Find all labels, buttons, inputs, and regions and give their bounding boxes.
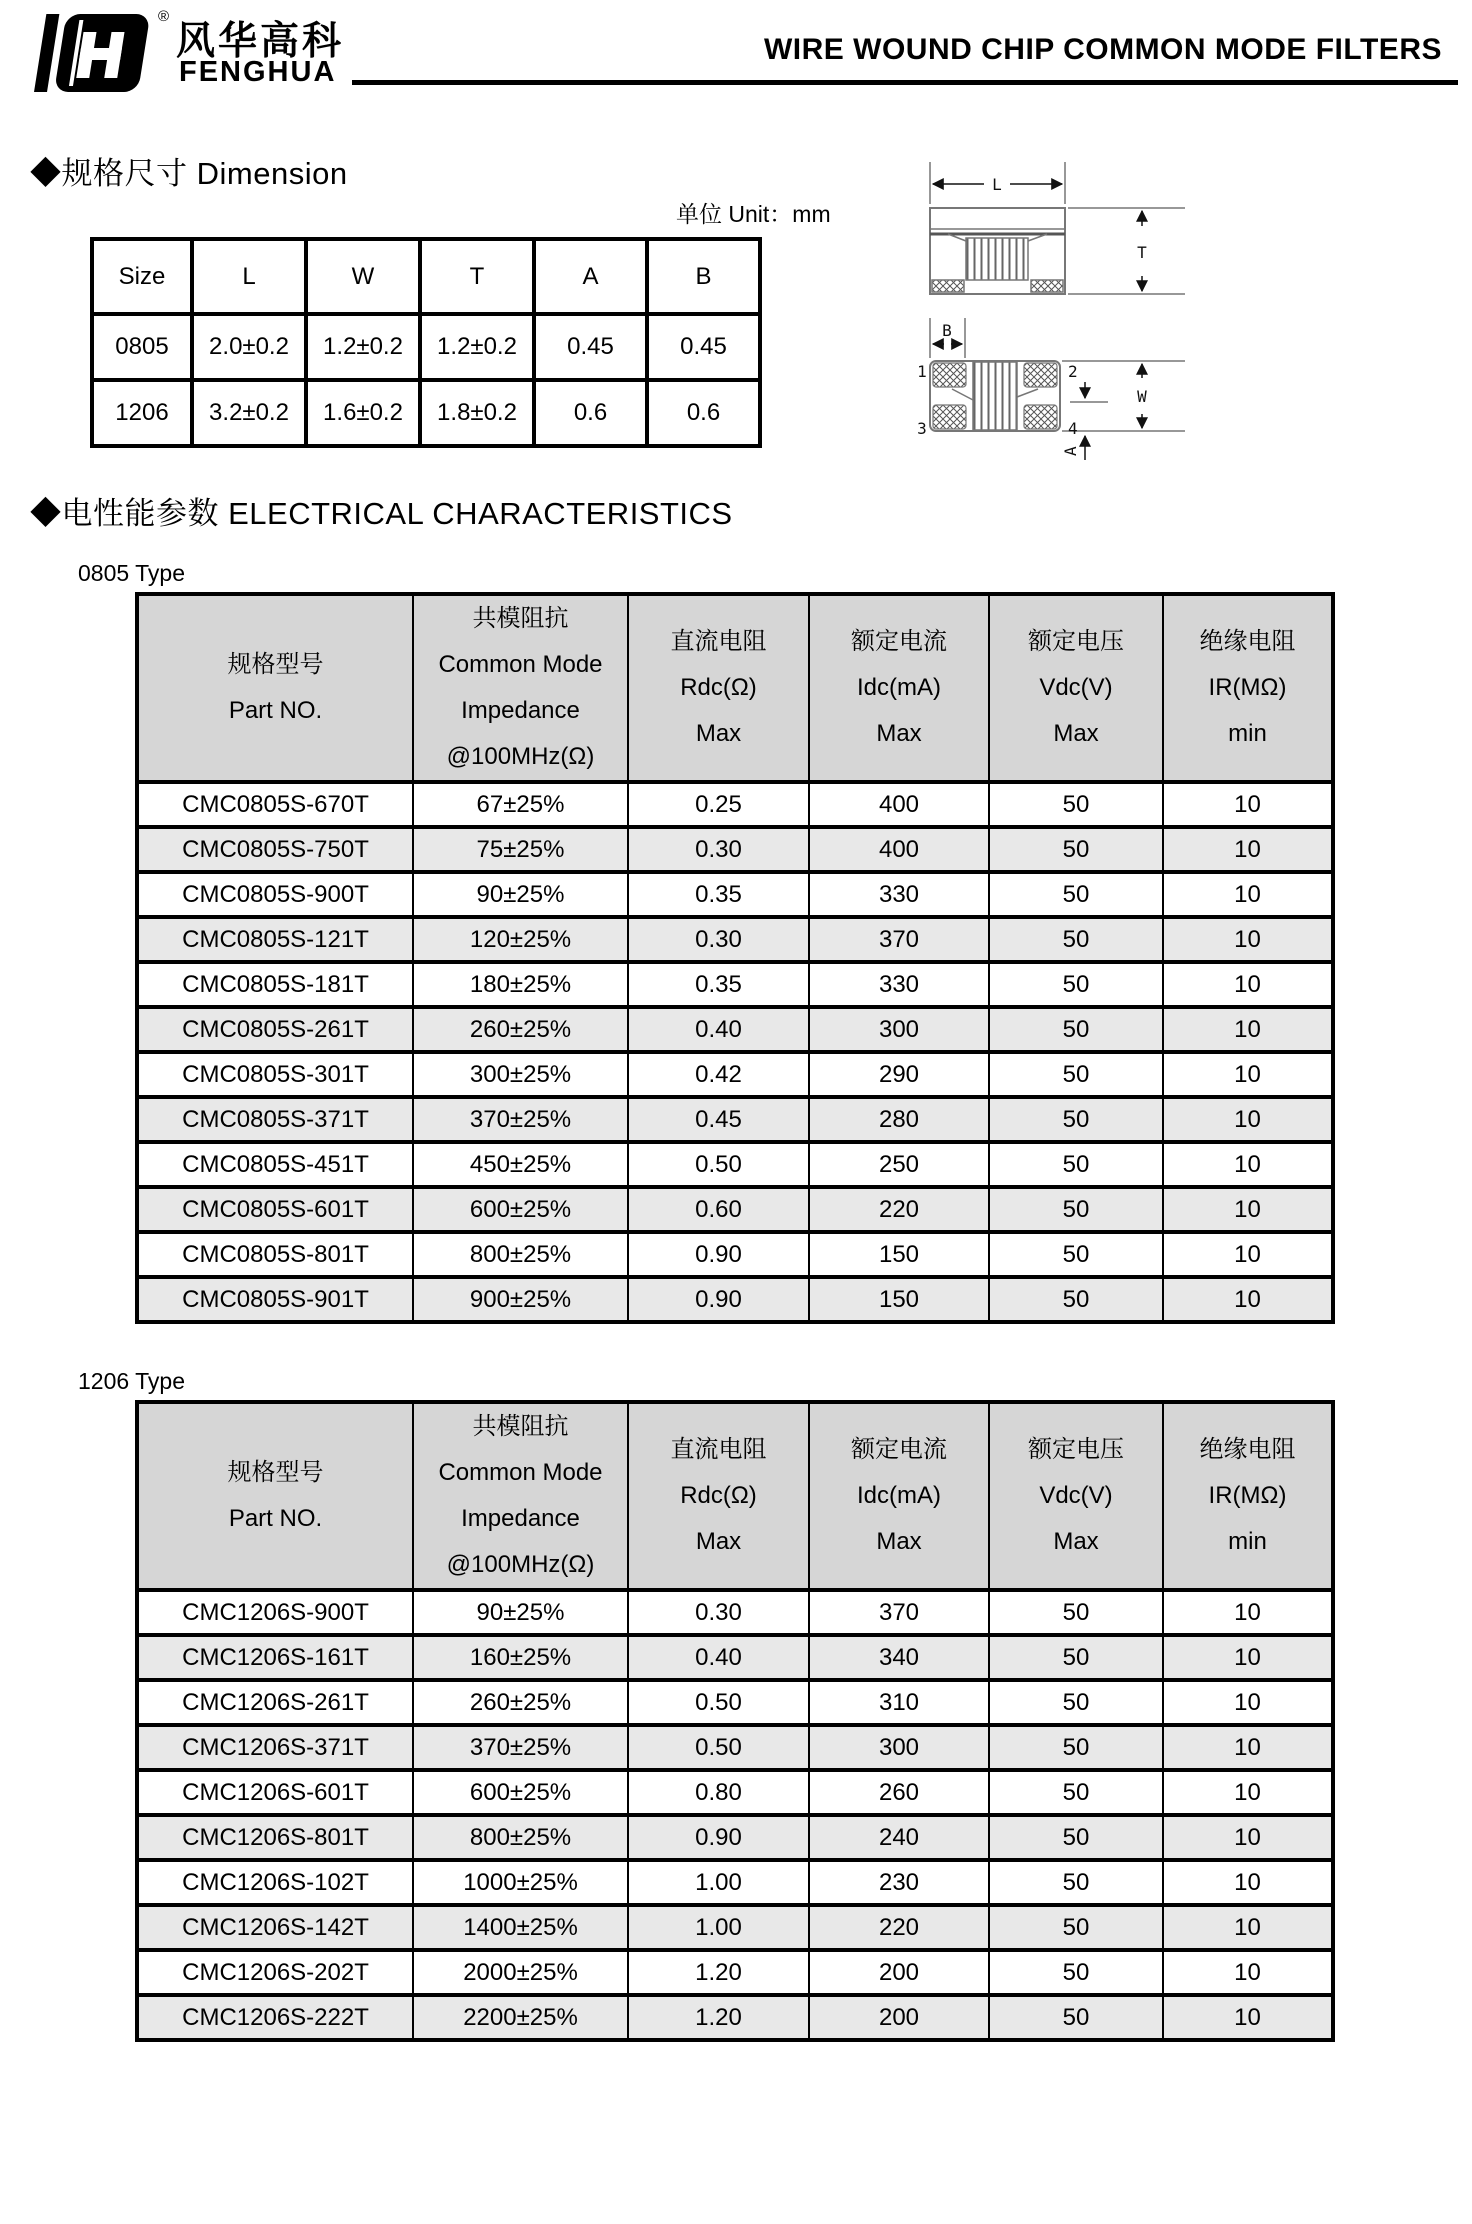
table-cell: 370 <box>809 917 989 962</box>
table-cell: 260±25% <box>413 1007 628 1052</box>
table-cell: CMC0805S-750T <box>137 827 413 872</box>
table-cell: 370±25% <box>413 1097 628 1142</box>
table-cell: CMC0805S-901T <box>137 1277 413 1322</box>
table-cell: 120±25% <box>413 917 628 962</box>
table-cell: CMC1206S-202T <box>137 1950 413 1995</box>
header-divider <box>352 80 1458 85</box>
column-header: 额定电压 Vdc(V) Max <box>989 1402 1163 1590</box>
dim-label-W: W <box>1137 387 1147 406</box>
table-row <box>137 1950 1333 1995</box>
table-cell: 3.2±0.2 <box>192 380 306 446</box>
column-header: Size <box>92 239 192 314</box>
table-cell: 300 <box>809 1725 989 1770</box>
table-cell: 250 <box>809 1142 989 1187</box>
table-cell: 90±25% <box>413 1590 628 1635</box>
pin-2-label: 2 <box>1068 362 1078 381</box>
table-cell: 0.50 <box>628 1142 809 1187</box>
table-cell: 1000±25% <box>413 1860 628 1905</box>
table-cell: 50 <box>989 917 1163 962</box>
table-cell: 600±25% <box>413 1187 628 1232</box>
pin-3-label: 3 <box>917 419 927 438</box>
type-label-1206: 1206 Type <box>78 1368 186 1394</box>
table-cell: 150 <box>809 1277 989 1322</box>
table-cell: 0.60 <box>628 1187 809 1232</box>
table-cell: 10 <box>1163 1860 1333 1905</box>
table-cell: 0.90 <box>628 1277 809 1322</box>
table-cell: CMC1206S-161T <box>137 1635 413 1680</box>
table-cell: 340 <box>809 1635 989 1680</box>
table-cell: 0.45 <box>628 1097 809 1142</box>
table-row <box>137 1725 1333 1770</box>
table-row <box>137 1860 1333 1905</box>
table-cell: 0.80 <box>628 1770 809 1815</box>
table-row <box>137 1277 1333 1322</box>
column-header: T <box>420 239 534 314</box>
table-cell: CMC0805S-121T <box>137 917 413 962</box>
table-cell: 300±25% <box>413 1052 628 1097</box>
table-cell: 10 <box>1163 1950 1333 1995</box>
table-cell: 50 <box>989 1232 1163 1277</box>
table-cell: 0.6 <box>534 380 647 446</box>
table-cell: 1.00 <box>628 1860 809 1905</box>
column-header: 额定电流 Idc(mA) Max <box>809 594 989 782</box>
table-cell: 260 <box>809 1770 989 1815</box>
table-cell: 10 <box>1163 1232 1333 1277</box>
table-cell: 280 <box>809 1097 989 1142</box>
column-header: 直流电阻 Rdc(Ω) Max <box>628 594 809 782</box>
table-row <box>137 917 1333 962</box>
brand-name-english: FENGHUA <box>179 56 337 88</box>
table-cell: 50 <box>989 1590 1163 1635</box>
table-row <box>137 1142 1333 1187</box>
table-cell: 50 <box>989 1007 1163 1052</box>
table-cell: 1.20 <box>628 1950 809 1995</box>
column-header: 绝缘电阻 IR(MΩ) min <box>1163 1402 1333 1590</box>
table-header-row <box>137 594 1333 782</box>
column-header: W <box>306 239 420 314</box>
table-cell: CMC0805S-801T <box>137 1232 413 1277</box>
table-cell: 220 <box>809 1905 989 1950</box>
table-cell: 67±25% <box>413 782 628 827</box>
column-header: 额定电压 Vdc(V) Max <box>989 594 1163 782</box>
table-cell: 370 <box>809 1590 989 1635</box>
table-row <box>137 1097 1333 1142</box>
table-cell: 10 <box>1163 1187 1333 1232</box>
table-cell: 10 <box>1163 1635 1333 1680</box>
table-cell: 0.45 <box>534 314 647 380</box>
table-cell: CMC0805S-301T <box>137 1052 413 1097</box>
table-header-row <box>137 1402 1333 1590</box>
registered-trademark: ® <box>158 8 170 25</box>
table-cell: 50 <box>989 1995 1163 2040</box>
pin-1-label: 1 <box>917 362 927 381</box>
table-cell: 260±25% <box>413 1680 628 1725</box>
table-cell: 2000±25% <box>413 1950 628 1995</box>
table-cell: 50 <box>989 962 1163 1007</box>
table-row <box>137 1187 1333 1232</box>
table-cell: 50 <box>989 827 1163 872</box>
table-row <box>137 1680 1333 1725</box>
table-cell: 0805 <box>92 314 192 380</box>
table-row <box>137 1590 1333 1635</box>
table-cell: CMC1206S-900T <box>137 1590 413 1635</box>
table-cell: 10 <box>1163 1097 1333 1142</box>
table-cell: 50 <box>989 1142 1163 1187</box>
table-row <box>137 1770 1333 1815</box>
table-cell: 50 <box>989 1097 1163 1142</box>
table-cell: 450±25% <box>413 1142 628 1187</box>
table-cell: 0.25 <box>628 782 809 827</box>
table-row <box>137 1815 1333 1860</box>
table-row <box>137 1995 1333 2040</box>
table-cell: 50 <box>989 1277 1163 1322</box>
table-cell: 1.2±0.2 <box>306 314 420 380</box>
table-cell: 50 <box>989 1052 1163 1097</box>
table-cell: 290 <box>809 1052 989 1097</box>
dimension-table <box>90 237 762 448</box>
table-header-row <box>92 239 760 314</box>
table-cell: 180±25% <box>413 962 628 1007</box>
table-row <box>137 827 1333 872</box>
table-cell: 50 <box>989 1725 1163 1770</box>
table-cell: CMC1206S-222T <box>137 1995 413 2040</box>
table-cell: 0.50 <box>628 1725 809 1770</box>
table-cell: 200 <box>809 1995 989 2040</box>
electrical-table-1206 <box>135 1400 1335 2042</box>
table-cell: CMC1206S-601T <box>137 1770 413 1815</box>
table-cell: 400 <box>809 827 989 872</box>
table-cell: 240 <box>809 1815 989 1860</box>
fenghua-logo-icon <box>33 10 158 96</box>
table-row <box>137 962 1333 1007</box>
table-cell: 90±25% <box>413 872 628 917</box>
table-cell: 2200±25% <box>413 1995 628 2040</box>
table-cell: 10 <box>1163 917 1333 962</box>
table-cell: CMC1206S-261T <box>137 1680 413 1725</box>
table-cell: 0.90 <box>628 1815 809 1860</box>
table-row <box>137 872 1333 917</box>
table-cell: 10 <box>1163 1725 1333 1770</box>
table-cell: 10 <box>1163 782 1333 827</box>
table-cell: 310 <box>809 1680 989 1725</box>
column-header: 共模阻抗 Common Mode Impedance @100MHz(Ω) <box>413 1402 628 1590</box>
table-cell: 50 <box>989 1680 1163 1725</box>
table-cell: 0.40 <box>628 1635 809 1680</box>
table-cell: 50 <box>989 1905 1163 1950</box>
column-header: 规格型号 Part NO. <box>137 594 413 782</box>
table-cell: 1.00 <box>628 1905 809 1950</box>
type-label-0805: 0805 Type <box>78 560 186 586</box>
table-cell: CMC0805S-900T <box>137 872 413 917</box>
table-cell: 10 <box>1163 1052 1333 1097</box>
table-cell: 10 <box>1163 1770 1333 1815</box>
table-cell: 0.45 <box>647 314 760 380</box>
table-cell: 1.20 <box>628 1995 809 2040</box>
table-cell: 300 <box>809 1007 989 1052</box>
table-cell: CMC0805S-261T <box>137 1007 413 1052</box>
table-cell: 800±25% <box>413 1232 628 1277</box>
electrical-table-0805 <box>135 592 1335 1324</box>
table-cell: 0.6 <box>647 380 760 446</box>
table-row <box>92 380 760 446</box>
table-cell: 50 <box>989 1770 1163 1815</box>
column-header: 直流电阻 Rdc(Ω) Max <box>628 1402 809 1590</box>
table-cell: 0.35 <box>628 962 809 1007</box>
table-cell: 1.8±0.2 <box>420 380 534 446</box>
table-cell: 50 <box>989 1815 1163 1860</box>
table-row <box>137 1232 1333 1277</box>
table-cell: 75±25% <box>413 827 628 872</box>
table-cell: 160±25% <box>413 1635 628 1680</box>
table-cell: 2.0±0.2 <box>192 314 306 380</box>
table-cell: CMC0805S-670T <box>137 782 413 827</box>
column-header: 共模阻抗 Common Mode Impedance @100MHz(Ω) <box>413 594 628 782</box>
table-row <box>137 782 1333 827</box>
dim-label-B: B <box>942 321 952 340</box>
table-cell: 230 <box>809 1860 989 1905</box>
table-cell: 150 <box>809 1232 989 1277</box>
table-cell: 0.30 <box>628 917 809 962</box>
table-cell: 200 <box>809 1950 989 1995</box>
dim-label-A: A <box>1061 446 1080 456</box>
table-cell: 600±25% <box>413 1770 628 1815</box>
table-cell: 1.6±0.2 <box>306 380 420 446</box>
table-cell: CMC1206S-371T <box>137 1725 413 1770</box>
table-row <box>137 1635 1333 1680</box>
table-cell: CMC1206S-801T <box>137 1815 413 1860</box>
column-header: L <box>192 239 306 314</box>
column-header: A <box>534 239 647 314</box>
component-dimension-drawing <box>880 146 1230 478</box>
table-cell: 0.42 <box>628 1052 809 1097</box>
table-cell: CMC0805S-371T <box>137 1097 413 1142</box>
table-cell: 330 <box>809 872 989 917</box>
dimension-section-heading: ◆规格尺寸 Dimension <box>30 156 348 191</box>
dim-label-L: L <box>992 175 1002 194</box>
brand-name-chinese: 风华高科 <box>176 20 345 63</box>
table-cell: 330 <box>809 962 989 1007</box>
table-cell: 10 <box>1163 1277 1333 1322</box>
table-cell: 0.30 <box>628 1590 809 1635</box>
table-cell: CMC0805S-601T <box>137 1187 413 1232</box>
table-cell: 10 <box>1163 872 1333 917</box>
dim-label-T: T <box>1137 243 1147 262</box>
table-cell: 50 <box>989 782 1163 827</box>
table-cell: 10 <box>1163 962 1333 1007</box>
table-cell: 50 <box>989 1860 1163 1905</box>
table-cell: 10 <box>1163 1007 1333 1052</box>
table-cell: 50 <box>989 1950 1163 1995</box>
table-cell: CMC0805S-451T <box>137 1142 413 1187</box>
dim-W <box>1062 361 1185 431</box>
table-cell: 0.35 <box>628 872 809 917</box>
table-row <box>137 1052 1333 1097</box>
pin-4-label: 4 <box>1068 419 1078 438</box>
column-header: B <box>647 239 760 314</box>
table-cell: 50 <box>989 1635 1163 1680</box>
table-cell: 1206 <box>92 380 192 446</box>
table-cell: 0.30 <box>628 827 809 872</box>
table-cell: 1400±25% <box>413 1905 628 1950</box>
table-row <box>137 1007 1333 1052</box>
table-cell: 10 <box>1163 827 1333 872</box>
table-cell: 370±25% <box>413 1725 628 1770</box>
table-cell: CMC0805S-181T <box>137 962 413 1007</box>
table-cell: 10 <box>1163 1905 1333 1950</box>
column-header: 规格型号 Part NO. <box>137 1402 413 1590</box>
column-header: 额定电流 Idc(mA) Max <box>809 1402 989 1590</box>
table-cell: 50 <box>989 1187 1163 1232</box>
table-cell: CMC1206S-102T <box>137 1860 413 1905</box>
document-title: WIRE WOUND CHIP COMMON MODE FILTERS <box>763 33 1442 66</box>
table-cell: 900±25% <box>413 1277 628 1322</box>
table-cell: 10 <box>1163 1590 1333 1635</box>
table-cell: 220 <box>809 1187 989 1232</box>
table-cell: 50 <box>989 872 1163 917</box>
table-row <box>92 314 760 380</box>
table-cell: 10 <box>1163 1995 1333 2040</box>
table-cell: CMC1206S-142T <box>137 1905 413 1950</box>
table-cell: 10 <box>1163 1815 1333 1860</box>
column-header: 绝缘电阻 IR(MΩ) min <box>1163 594 1333 782</box>
dim-T <box>1068 208 1185 294</box>
electrical-section-heading: ◆电性能参数 ELECTRICAL CHARACTERISTICS <box>30 496 733 531</box>
table-row <box>137 1905 1333 1950</box>
table-cell: 10 <box>1163 1142 1333 1187</box>
table-cell: 0.90 <box>628 1232 809 1277</box>
table-cell: 10 <box>1163 1680 1333 1725</box>
unit-note: 单位 Unit：mm <box>676 201 831 227</box>
table-cell: 800±25% <box>413 1815 628 1860</box>
table-cell: 0.40 <box>628 1007 809 1052</box>
table-cell: 0.50 <box>628 1680 809 1725</box>
table-cell: 1.2±0.2 <box>420 314 534 380</box>
table-cell: 400 <box>809 782 989 827</box>
